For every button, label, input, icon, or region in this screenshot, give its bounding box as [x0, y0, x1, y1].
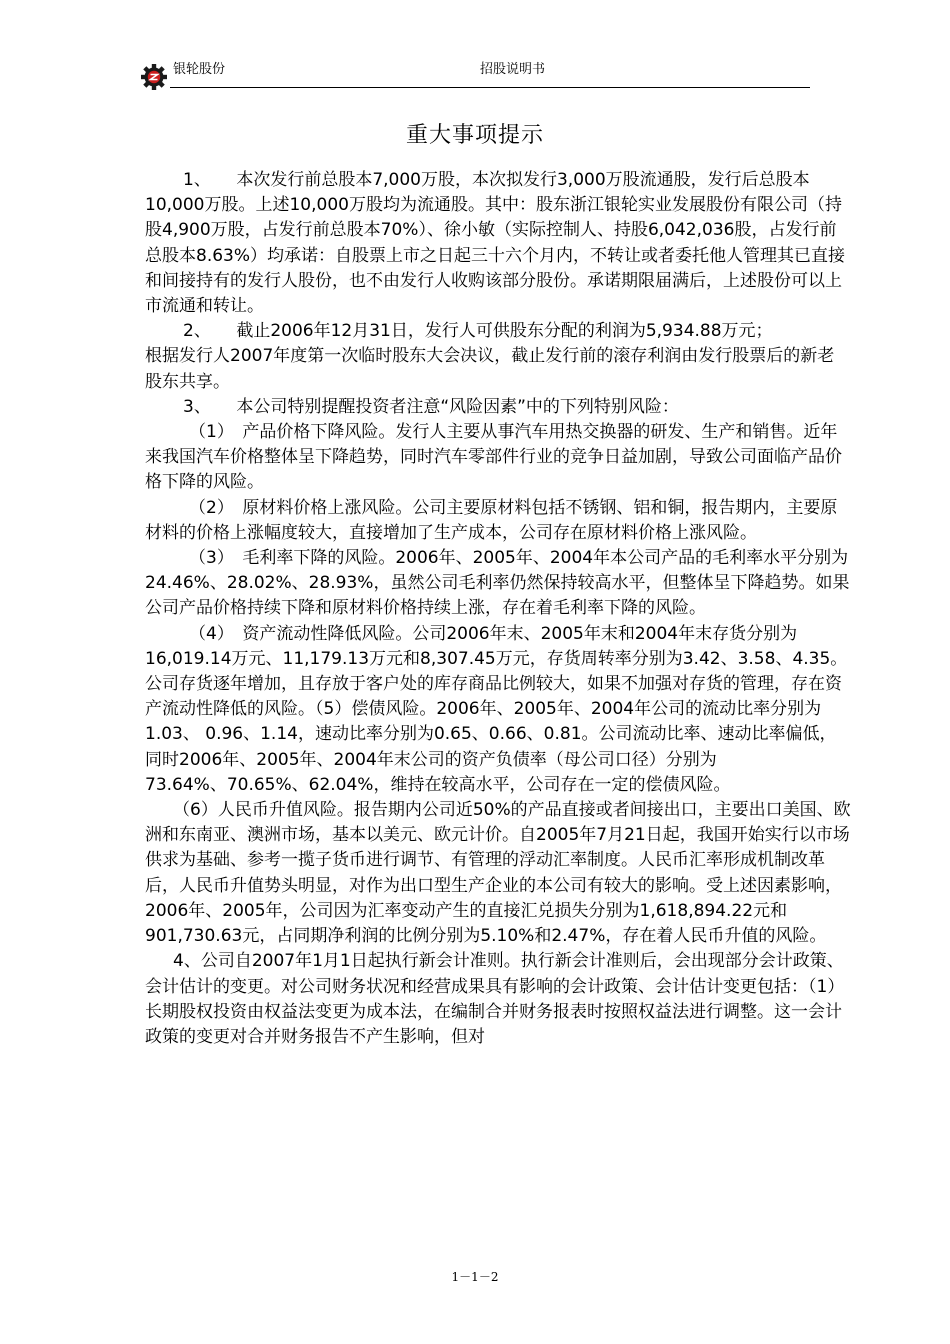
header-divider	[170, 87, 810, 88]
company-name: 银轮股份	[173, 62, 226, 77]
document-type: 招股说明书	[480, 62, 546, 77]
page-header	[140, 55, 810, 89]
paragraph-2-continued: 根据发行人2007年度第一次临时股东大会决议，截止发行前的滚存利润由发行股票后的新老股东共享。	[145, 346, 835, 392]
body-text	[145, 168, 851, 1050]
risk-6-continued: 901,730.63元，占同期净利润的比例分别为5.10%和2.47%，存在着人民币升值的风险。	[145, 926, 827, 947]
paragraph-3: 3、 本公司特别提醒投资者注意“风险因素”中的下列特别风险：	[183, 396, 679, 417]
paragraph-4: 4、公司自2007年1月1日起执行新会计准则。执行新会计准则后，会出现部分会计政策、会计估计的变更。对公司财务状况和经营成果具有影响的会计政策、会计估计变更包括：（1）长期股权投资由权益法变更为成本法，在编制合并财务报表时按照权益法进行调整。这一会计政策的变更对合并财务报告不产生影响，但对	[145, 951, 845, 1047]
risk-1: （1） 产品价格下降风险。发行人主要从事汽车用热交换器的研发、生产和销售。近年来我国汽车价格整体呈下降趋势，同时汽车零部件行业的竞争日益加剧，导致公司面临产品价格下降的风险。	[145, 422, 842, 493]
risk-5-continued: 73.64%、70.65%、62.04%，维持在较高水平，公司存在一定的偿债风险。	[145, 774, 731, 795]
page-title: 重大事项提示	[405, 123, 544, 148]
company-logo-icon	[140, 63, 168, 91]
paragraph-2: 2、 截止2006年12月31日，发行人可供股东分配的利润为5,934.88万元；	[183, 321, 773, 342]
risk-3: （3） 毛利率下降的风险。2006年、2005年、2004年本公司产品的毛利率水平分别为24.46%、28.02%、28.93%，虽然公司毛利率仍然保持较高水平，但整体呈下降趋势。如果公司产品价格持续下降和原材料价格持续上涨，存在着毛利率下降的风险。	[145, 548, 850, 619]
page-number: 1－1－2	[451, 1270, 499, 1284]
risk-4-5: （4） 资产流动性降低风险。公司2006年末、2005年末和2004年末存货分别为16,019.14万元、11,179.13万元和8,307.45万元，存货周转率分别为3.42、3.58、4.35。公司存货逐年增加，且存放于客户处的库存商品比例较大，如果不加强对存货的管理，存在资产流动性降低的风险。（5）偿债风险。2006年、2005年、2004年公司的流动比率分别为1.03、 0.96、1.14，速动比率分别为0.65、0.66、0.81。公司流动比率、速动比率偏低，同时2006年、2005年、2004年末公司的资产负债率（母公司口径）分别为	[145, 623, 848, 770]
paragraph-1: 1、 本次发行前总股本7,000万股，本次拟发行3,000万股流通股，发行后总股本10,000万股。上述10,000万股均为流通股。其中：股东浙江银轮实业发展股份有限公司（持股4,900万股，占发行前总股本70%）、徐小敏（实际控制人、持股6,042,036股，占发行前总股本8.63%）均承诺：自股票上市之日起三十六个月内，不转让或者委托他人管理其已直接和间接持有的发行人股份，也不由发行人收购该部分股份。承诺期限届满后，上述股份可以上市流通和转让。	[145, 170, 846, 317]
risk-6: （6）人民币升值风险。报告期内公司近50%的产品直接或者间接出口，主要出口美国、欧洲和东南亚、澳洲市场，基本以美元、欧元计价。自2005年7月21日起，我国开始实行以市场供求为基础、参考一揽子货币进行调节、有管理的浮动汇率制度。人民币汇率形成机制改革后，人民币升值势头明显，对作为出口型生产企业的本公司有较大的影响。受上述因素影响，2006年、2005年，公司因为汇率变动产生的直接汇兑损失分别为1,618,894.22元和	[145, 800, 851, 921]
risk-2: （2） 原材料价格上涨风险。公司主要原材料包括不锈钢、铝和铜，报告期内，主要原材料的价格上涨幅度较大，直接增加了生产成本，公司存在原材料价格上涨风险。	[145, 497, 838, 543]
